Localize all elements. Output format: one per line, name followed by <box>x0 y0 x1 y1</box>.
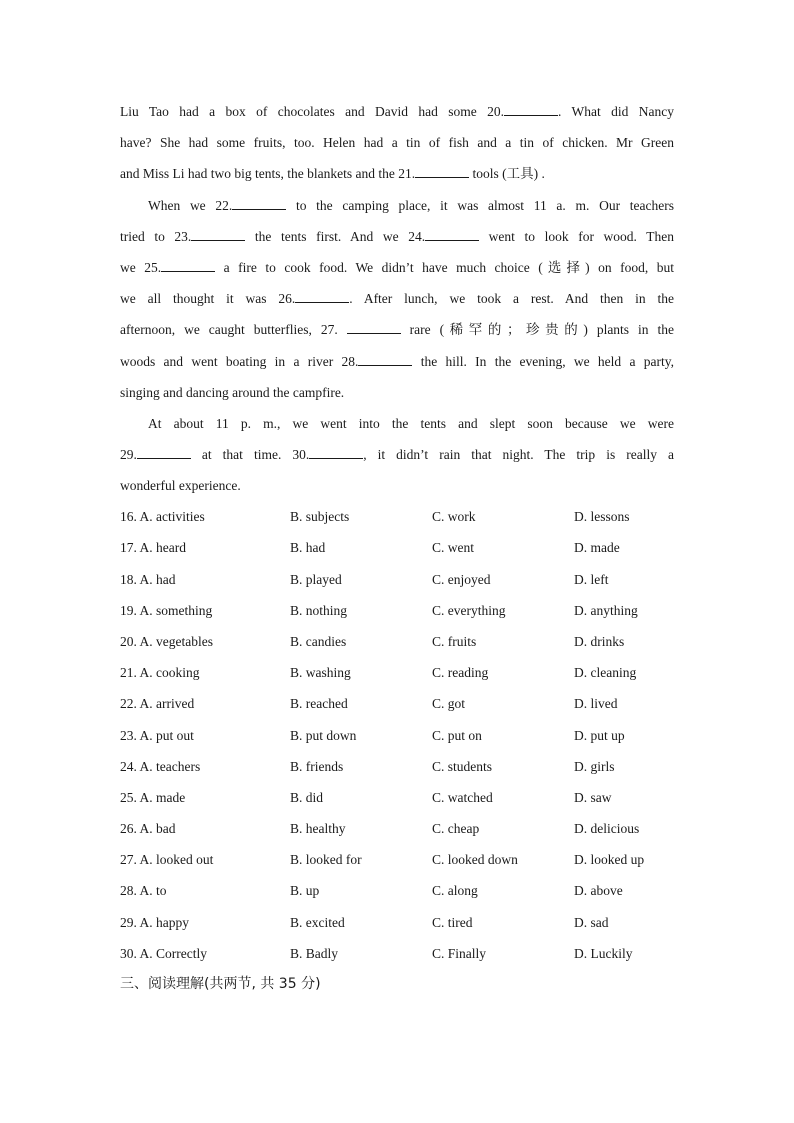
passage-line: tried to 23. the tents first. And we 24. went to look for wood. Then <box>120 221 674 252</box>
passage-line: 29. at that time. 30. , it didn’t rain that night. The trip is really a <box>120 439 674 470</box>
passage-line: we all thought it was 26. . After lunch, we took a rest. And then in the <box>120 283 674 314</box>
passage-line: have? She had some fruits, too. Helen had a tin of fish and a tin of chicken. Mr Green <box>120 135 674 151</box>
passage-line: we 25. a fire to cook food. We didn’t have much choice (选择) on food, but <box>120 252 674 283</box>
passage-line: and Miss Li had two big tents, the blankets and the 21. tools (工具) . <box>120 158 674 189</box>
answer-blank-20 <box>504 101 558 116</box>
answer-blank-25 <box>161 257 215 272</box>
options-list <box>120 502 674 970</box>
passage-line: At about 11 p. m., we went into the tents and slept soon because we were <box>148 416 674 432</box>
answer-blank-29 <box>137 444 191 459</box>
option-row-19: 19. A. something B. nothing C. everything D. anything <box>120 602 638 618</box>
answer-blank-22 <box>232 195 286 210</box>
answer-blank-26 <box>295 288 349 303</box>
option-row-30: 30. A. Correctly B. Badly C. Finally D. Luckily <box>120 945 633 961</box>
passage-paragraph-3 <box>120 408 674 502</box>
option-row-26: 26. A. bad B. healthy C. cheap D. delicious <box>120 821 640 837</box>
option-row-22: 22. A. arrived B. reached C. got D. lived <box>120 696 618 712</box>
option-row-28: 28. A. to B. up C. along D. above <box>120 883 623 899</box>
document-page <box>120 96 674 1001</box>
passage-line: afternoon, we caught butterflies, 27. rare (稀罕的；珍贵的) plants in the <box>120 314 674 345</box>
answer-blank-30 <box>309 444 363 459</box>
option-row-23: 23. A. put out B. put down C. put on D. put up <box>120 727 625 743</box>
passage-line: woods and went boating in a river 28. the hill. In the evening, we held a party, <box>120 346 674 377</box>
answer-blank-28 <box>358 351 412 366</box>
passage-line: Liu Tao had a box of chocolates and David had some 20. . What did Nancy <box>120 96 674 127</box>
option-row-25: 25. A. made B. did C. watched D. saw <box>120 789 612 805</box>
option-row-21: 21. A. cooking B. washing C. reading D. cleaning <box>120 665 637 681</box>
option-row-16: 16. A. activities B. subjects C. work D. lessons <box>120 509 630 525</box>
passage-paragraph-1 <box>120 96 674 190</box>
passage-line: wonderful experience. <box>120 478 241 494</box>
section-heading: 三、阅读理解(共两节, 共 35 分) <box>120 976 321 993</box>
answer-blank-24 <box>425 226 479 241</box>
option-row-18: 18. A. had B. played C. enjoyed D. left <box>120 571 609 587</box>
answer-blank-21 <box>415 163 469 178</box>
option-row-24: 24. A. teachers B. friends C. students D. girls <box>120 758 615 774</box>
answer-blank-27 <box>347 319 401 334</box>
option-row-17: 17. A. heard B. had C. went D. made <box>120 540 620 556</box>
passage-line: When we 22. to the camping place, it was almost 11 a. m. Our teachers <box>120 190 674 221</box>
answer-blank-23 <box>191 226 245 241</box>
option-row-29: 29. A. happy B. excited C. tired D. sad <box>120 914 609 930</box>
option-row-20: 20. A. vegetables B. candies C. fruits D. drinks <box>120 633 625 649</box>
passage-paragraph-2 <box>120 190 674 408</box>
option-row-27: 27. A. looked out B. looked for C. looked down D. looked up <box>120 852 645 868</box>
passage-line: singing and dancing around the campfire. <box>120 384 345 400</box>
